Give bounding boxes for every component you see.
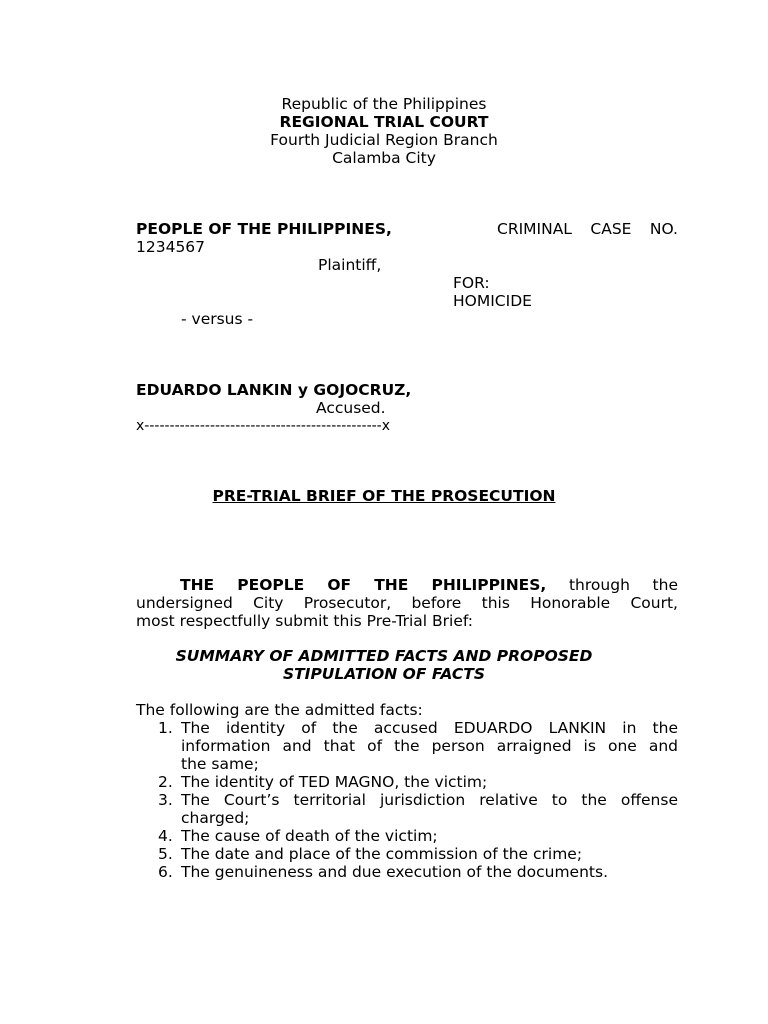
plaintiff-label: Plaintiff, — [318, 256, 382, 274]
criminal-case-label — [497, 220, 678, 238]
header-republic: Republic of the Philippines — [281, 95, 487, 113]
fact-line: The identity of the accused EDUARDO LANKIN in the — [181, 719, 678, 737]
fact-item — [158, 827, 678, 845]
section-heading-line-1: SUMMARY OF ADMITTED FACTS AND PROPOSED — [175, 647, 593, 665]
fact-number: 6. — [158, 863, 173, 881]
intro-line-3: most respectfully submit this Pre-Trial Brief: — [136, 612, 474, 630]
fact-line: The Court’s territorial jurisdiction relative to the offense — [181, 791, 678, 809]
fact-item — [158, 845, 678, 863]
header-city: Calamba City — [332, 149, 436, 167]
intro-lead-rest: through the — [568, 576, 678, 594]
fact-line: The date and place of the commission of the crime; — [181, 845, 583, 863]
criminal-case-word-3: NO. — [649, 220, 678, 238]
facts-list — [158, 719, 678, 881]
fact-item — [158, 791, 678, 827]
intro-line-1 — [136, 576, 678, 594]
fact-item — [158, 773, 678, 791]
header-court: REGIONAL TRIAL COURT — [279, 113, 489, 131]
document-title-text: PRE-TRIAL BRIEF OF THE PROSECUTION — [212, 487, 556, 505]
accused-label: Accused. — [316, 399, 386, 417]
versus: - versus - — [181, 310, 254, 328]
offense: HOMICIDE — [453, 292, 532, 310]
intro-line-2: undersigned City Prosecutor, before this Honorable Court, — [136, 594, 678, 612]
fact-item — [158, 719, 678, 773]
fact-line: charged; — [181, 809, 250, 827]
accused-name: EDUARDO LANKIN y GOJOCRUZ, — [136, 381, 412, 399]
fact-number: 2. — [158, 773, 173, 791]
for-label: FOR: — [453, 274, 490, 292]
header-region: Fourth Judicial Region Branch — [270, 131, 498, 149]
fact-line: The identity of TED MAGNO, the victim; — [181, 773, 488, 791]
plaintiff-name: PEOPLE OF THE PHILIPPINES, — [136, 220, 392, 238]
fact-line: The genuineness and due execution of the documents. — [181, 863, 608, 881]
criminal-case-word-2: CASE — [590, 220, 632, 238]
case-number: 1234567 — [136, 238, 206, 256]
section-heading-line-2: STIPULATION OF FACTS — [282, 665, 486, 683]
fact-line: information and that of the person arraigned is one and — [181, 737, 678, 755]
caption-separator: x-----------------------------------------------x — [136, 418, 391, 434]
intro-paragraph — [136, 576, 678, 630]
fact-line: The cause of death of the victim; — [181, 827, 438, 845]
facts-intro: The following are the admitted facts: — [136, 701, 423, 719]
fact-line: the same; — [181, 755, 259, 773]
criminal-case-word-1: CRIMINAL — [497, 220, 572, 238]
fact-item — [158, 863, 678, 881]
document-title — [0, 487, 768, 505]
fact-number: 5. — [158, 845, 173, 863]
fact-number: 3. — [158, 791, 173, 809]
fact-number: 1. — [158, 719, 173, 737]
intro-lead-bold: THE PEOPLE OF THE PHILIPPINES, — [180, 576, 547, 594]
fact-number: 4. — [158, 827, 173, 845]
